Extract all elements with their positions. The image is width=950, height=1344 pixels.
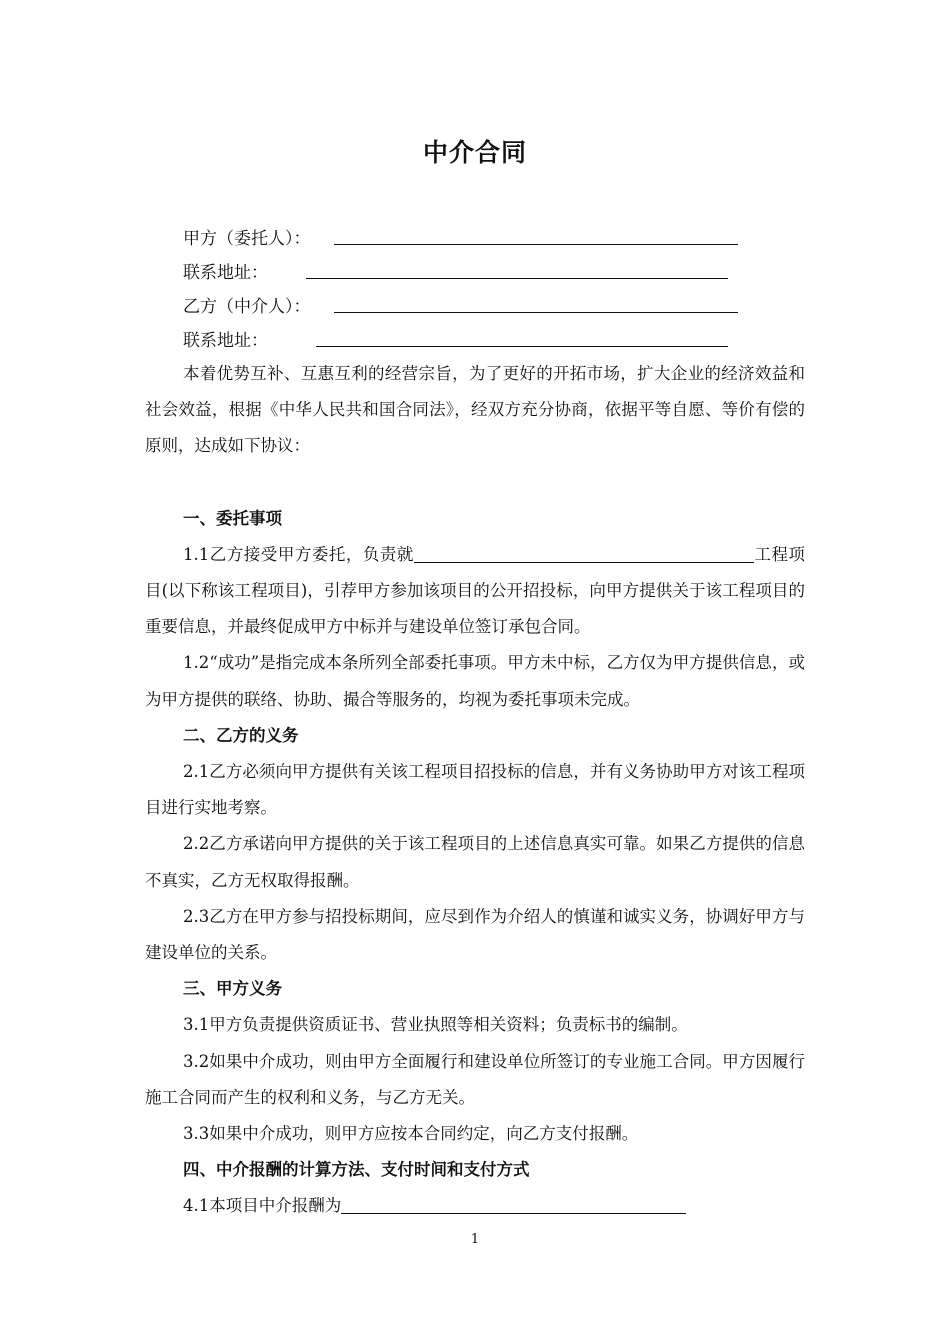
- fee-amount-blank[interactable]: [341, 1195, 686, 1214]
- clause-3-2: 3.2如果中介成功，则由甲方全面履行和建设单位所签订的专业施工合同。甲方因履行施工合同而产生的权利和义务，与乙方无关。: [145, 1051, 805, 1107]
- clause-4-1-text: 4.1本项目中介报酬为: [183, 1196, 342, 1216]
- clause-3-1: 3.1甲方负责提供资质证书、营业执照等相关资料；负责标书的编制。: [183, 1015, 688, 1035]
- clause-4-1: [145, 1188, 805, 1224]
- clause-1-1-prefix: 1.1乙方接受甲方委托，负责就: [183, 544, 414, 564]
- clause-1-1-suffix: 工程项目(以下称该工程项目)，引荐甲方参加该项目的公开招投标，向甲方提供关于该工程项目的重要信息，并最终促成甲方中标并与建设单位签订承包合同。: [145, 544, 805, 637]
- page-number: 1: [470, 1232, 480, 1247]
- clause-2-2: 2.2乙方承诺向甲方提供的关于该工程项目的上述信息真实可靠。如果乙方提供的信息不真实，乙方无权取得报酬。: [145, 834, 805, 890]
- clause-2-1: 2.1乙方必须向甲方提供有关该工程项目招投标的信息，并有义务协助甲方对该工程项目进行实地考察。: [145, 762, 805, 818]
- contract-body: [145, 356, 805, 1225]
- section-1-heading: 一、委托事项: [183, 508, 282, 528]
- clause-3-3: 3.3如果中介成功，则甲方应按本合同约定，向乙方支付报酬。: [183, 1124, 639, 1144]
- section-3-heading: 三、甲方义务: [183, 979, 282, 999]
- clause-2-3: 2.3乙方在甲方参与招投标期间，应尽到作为介绍人的慎谨和诚实义务，协调好甲方与建设单位的关系。: [145, 906, 805, 963]
- intro-paragraph: 本着优势互补、互惠互利的经营宗旨，为了更好的开拓市场，扩大企业的经济效益和社会效益，根据《中华人民共和国合同法》，经双方充分协商，依据平等自愿、等价有偿的原则，达成如下协议：: [145, 364, 805, 456]
- section-4-heading: 四、中介报酬的计算方法、支付时间和支付方式: [183, 1160, 530, 1180]
- party-b-name-line[interactable]: [334, 312, 738, 313]
- blank-line: [145, 465, 805, 501]
- party-a-address-label: 联系地址：: [183, 263, 268, 283]
- party-b-address-line[interactable]: [316, 346, 728, 347]
- project-name-blank[interactable]: [414, 544, 754, 563]
- clause-1-2: 1.2“成功”是指完成本条所列全部委托事项。甲方未中标，乙方仅为甲方提供信息，或为甲方提供的联络、协助、撮合等服务的，均视为委托事项未完成。: [145, 653, 805, 709]
- clause-1-1: [145, 537, 805, 646]
- party-a-address-line[interactable]: [306, 278, 728, 279]
- section-2-heading: 二、乙方的义务: [183, 725, 299, 745]
- party-a-label: 甲方（委托人）：: [183, 229, 311, 249]
- party-b-address-label: 联系地址：: [183, 331, 268, 351]
- party-b-label: 乙方（中介人）：: [183, 297, 311, 317]
- party-a-name-line[interactable]: [334, 244, 738, 245]
- document-title: 中介合同: [422, 138, 527, 167]
